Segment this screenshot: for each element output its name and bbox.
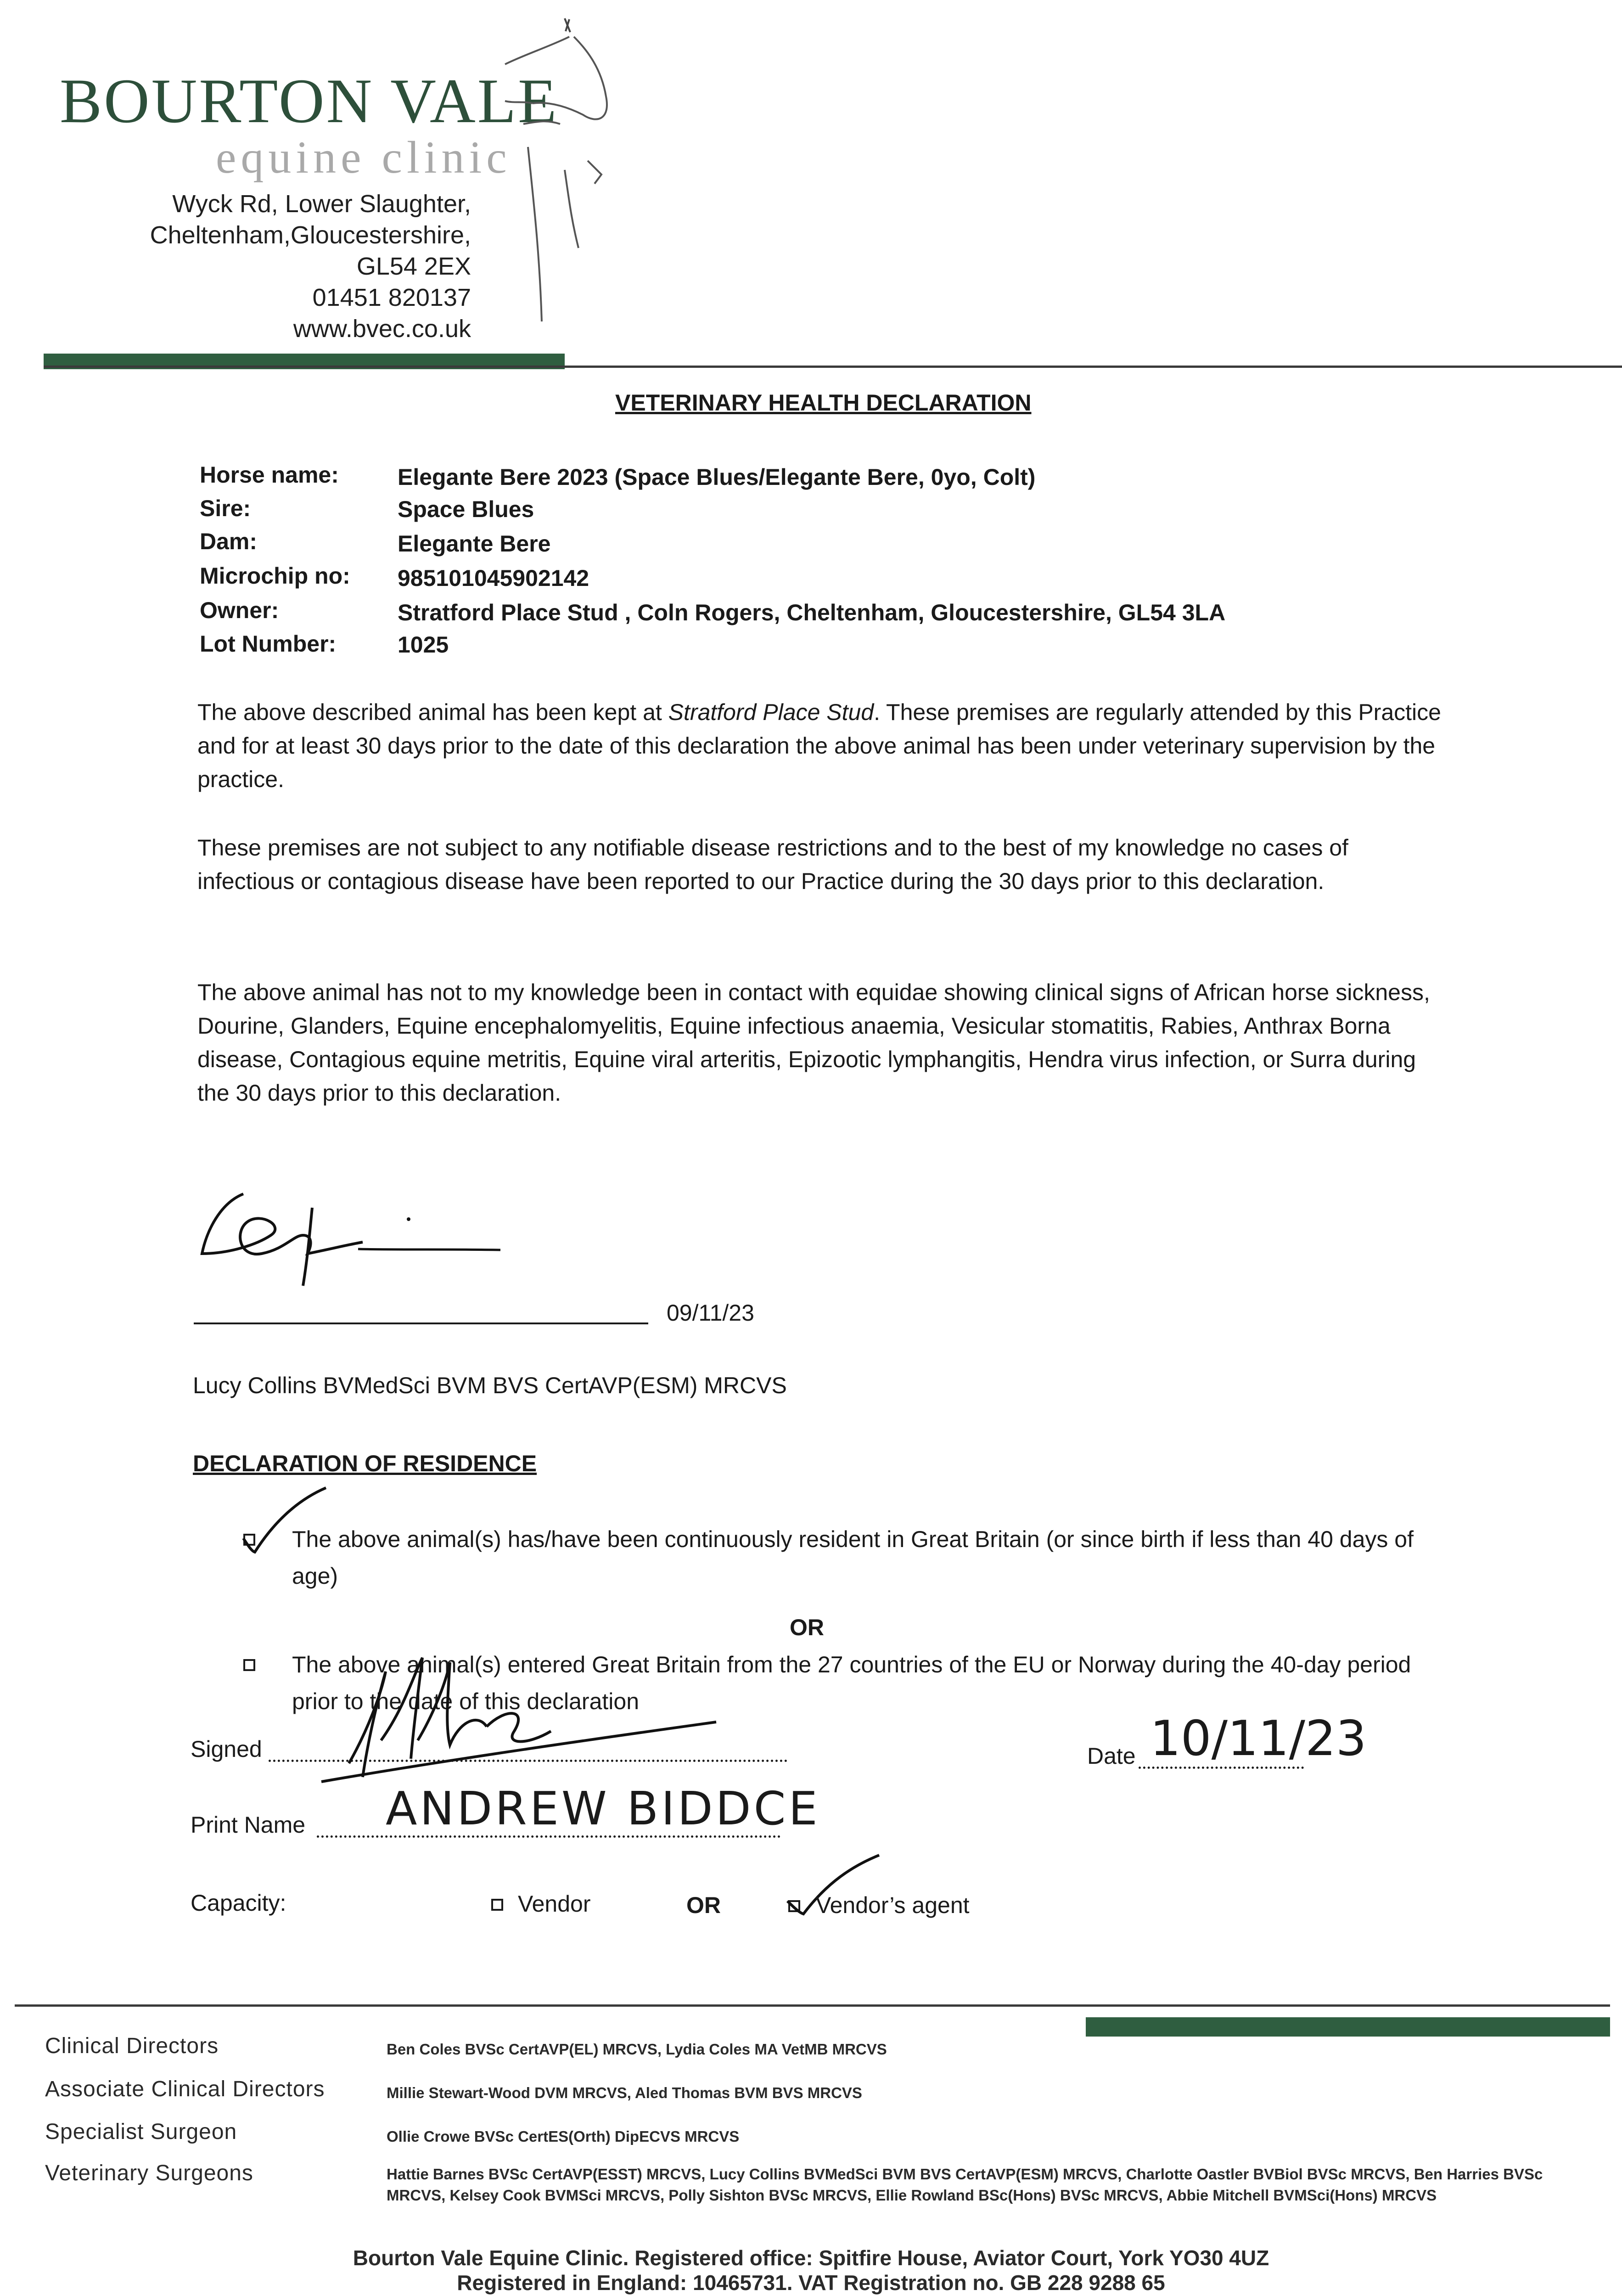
names-specialist-surgeon: Ollie Crowe BVSc CertES(Orth) DipECVS MRCVS: [387, 2128, 740, 2145]
handwritten-date: 10/11/23: [1150, 1711, 1367, 1767]
role-associate-directors: Associate Clinical Directors: [45, 2077, 325, 2101]
vet-signature-line: [194, 1322, 648, 1324]
signed-label: Signed: [191, 1736, 262, 1762]
disease-restrictions-paragraph: These premises are not subject to any notifiable disease restrictions and to the best of my knowledge no cases of infectious or contagious disease have been reported to our Practice during the 30 days prior to this declaration.: [197, 835, 1348, 894]
registered-office: Bourton Vale Equine Clinic. Registered office: Spitfire House, Aviator Court, York YO30 4UZ: [353, 2246, 1269, 2270]
dam-label: Dam:: [200, 529, 258, 554]
residence-option-2: The above animal(s) entered Great Britain from the 27 countries of the EU or Norway during the 40-day period prior to the date of this declaration: [292, 1652, 1411, 1714]
date-field[interactable]: [1139, 1767, 1304, 1769]
handwritten-print-name: ANDREW BIDDCE: [386, 1782, 820, 1835]
clinic-website[interactable]: www.bvec.co.uk: [293, 315, 471, 343]
vendor-option: Vendor: [518, 1891, 591, 1917]
role-specialist-surgeon: Specialist Surgeon: [45, 2120, 237, 2144]
names-associate-directors: Millie Stewart-Wood DVM MRCVS, Aled Thomas BVM BVS MRCVS: [387, 2084, 862, 2101]
names-clinical-directors: Ben Coles BVSc CertAVP(EL) MRCVS, Lydia Coles MA VetMB MRCVS: [387, 2041, 887, 2058]
residence-option-1: The above animal(s) has/have been continuously resident in Great Britain (or since birth if less than 40 days of age): [292, 1526, 1414, 1589]
lot-number-value: 1025: [398, 632, 449, 658]
clinic-logo-name: BOURTON VALE: [60, 66, 559, 136]
microchip-value: 985101045902142: [398, 565, 589, 591]
clinic-logo-subtitle: equine clinic: [216, 132, 511, 183]
lot-number-label: Lot Number:: [200, 631, 337, 657]
footer-green-band: [1086, 2017, 1610, 2037]
document-title: VETERINARY HEALTH DECLARATION: [615, 390, 1032, 416]
residence-or: OR: [790, 1615, 824, 1640]
vet-signature-date: 09/11/23: [667, 1300, 754, 1326]
horse-head-logo-icon: [496, 9, 615, 340]
registration-numbers: Registered in England: 10465731. VAT Registration no. GB 228 9288 65: [457, 2271, 1165, 2295]
entered-gb-checkbox[interactable]: [243, 1659, 255, 1671]
header-divider: [44, 366, 1622, 368]
names-veterinary-surgeons: Hattie Barnes BVSc CertAVP(ESST) MRCVS, Lucy Collins BVMedSci BVM BVS CertAVP(ESM) MRCVS, Charlotte Oastler BVBiol BVSc MRCVS, Ben Harries BVSc MRCVS, Kelsey Cook BVMSci MRCVS, Polly Sishton BVSc MRCVS, Ellie Rowland BSc(Hons) BVSc MRCVS, Abbie Mitchell BVMSci(Hons) MRCVS: [387, 2166, 1543, 2204]
supervision-paragraph: The above described animal has been kept at Stratford Place Stud. These premises are regularly attended by this Practice and for at least 30 days prior to the date of this declaration the above animal has been under veterinary supervision by the practice.: [197, 699, 1441, 792]
contact-diseases-paragraph: The above animal has not to my knowledge been in contact with equidae showing clinical signs of African horse sickness, Dourine, Glanders, Equine encephalomyelitis, Equine infectious anaemia, Vesicular stomatitis, Rabies, Anthrax Borna disease, Contagious equine metritis, Equine viral arteritis, Epizootic lymphangitis, Hendra virus infection, or Surra during the 30 days prior to this declaration.: [197, 979, 1430, 1106]
vendor-checkbox[interactable]: [491, 1899, 503, 1911]
vendor-signature-icon: [312, 1639, 725, 1786]
sire-label: Sire:: [200, 495, 251, 521]
role-clinical-directors: Clinical Directors: [45, 2034, 219, 2058]
footer-divider: [15, 2004, 1610, 2007]
horse-name-value: Elegante Bere 2023 (Space Blues/Elegante Bere, 0yo, Colt): [398, 464, 1036, 490]
print-name-label: Print Name: [191, 1812, 306, 1838]
role-veterinary-surgeons: Veterinary Surgeons: [45, 2161, 253, 2185]
dam-value: Elegante Bere: [398, 531, 551, 557]
horse-name-label: Horse name:: [200, 462, 339, 488]
capacity-label: Capacity:: [191, 1890, 286, 1916]
date-label: Date: [1087, 1743, 1136, 1769]
premises-name: Stratford Place Stud: [668, 699, 874, 725]
address-line-2: Cheltenham,Gloucestershire,: [150, 221, 471, 249]
capacity-or: OR: [686, 1892, 721, 1918]
vendor-agent-option: Vendor’s agent: [816, 1892, 970, 1918]
microchip-label: Microchip no:: [200, 563, 350, 589]
address-line-1: Wyck Rd, Lower Slaughter,: [172, 190, 471, 218]
owner-value: Stratford Place Stud , Coln Rogers, Cheltenham, Gloucestershire, GL54 3LA: [398, 600, 1226, 625]
print-name-field[interactable]: [317, 1835, 780, 1838]
residence-title: DECLARATION OF RESIDENCE: [193, 1451, 537, 1476]
clinic-phone: 01451 820137: [312, 284, 471, 311]
vet-signature-icon: [193, 1176, 514, 1295]
owner-label: Owner:: [200, 597, 279, 623]
vet-name: Lucy Collins BVMedSci BVM BVS CertAVP(ESM) MRCVS: [193, 1373, 787, 1398]
sire-value: Space Blues: [398, 496, 534, 522]
address-postcode: GL54 2EX: [356, 253, 471, 280]
